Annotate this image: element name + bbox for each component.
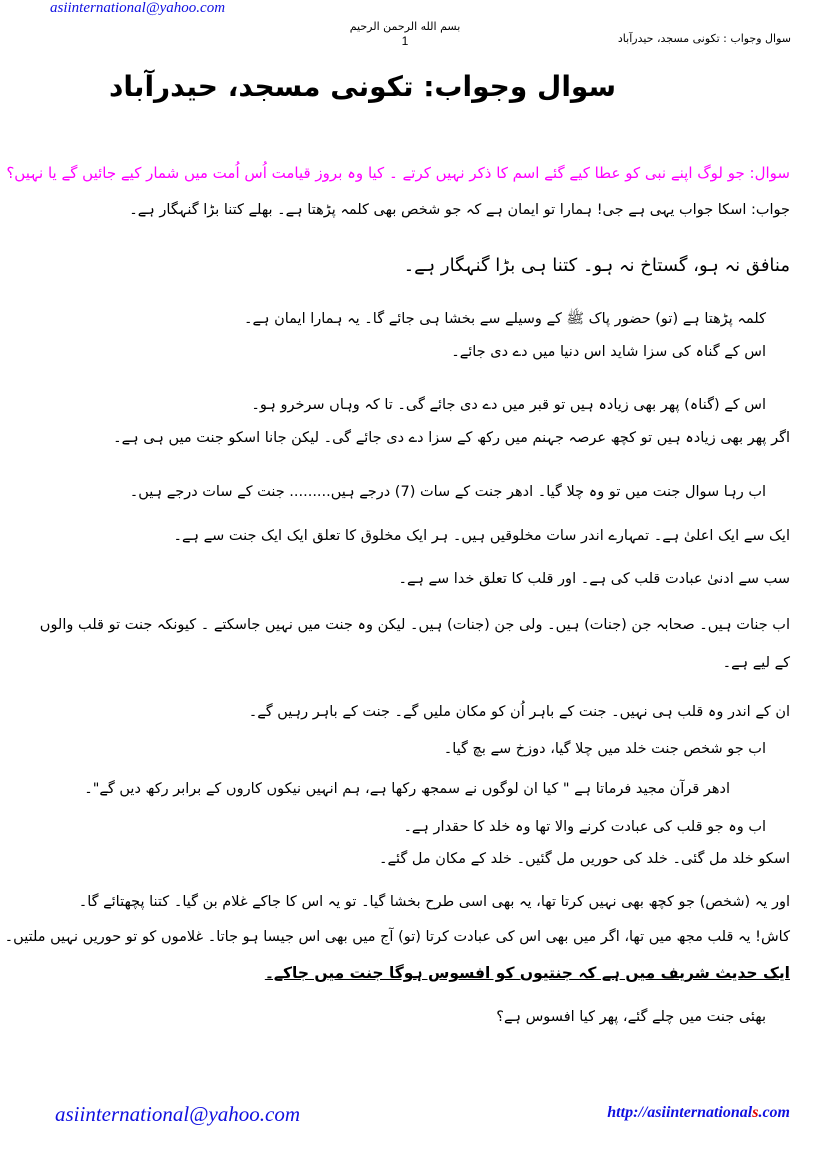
footer-website-link[interactable] — [607, 1104, 790, 1122]
url-prefix: http://asiinternational — [607, 1104, 753, 1121]
paragraph-line: اب رہا سوال جنت میں تو وہ چلا گیا۔ ادھر جنت کے سات (7) درجے ہیں......... جنت کے سات درجے ہیں۔ — [129, 484, 766, 500]
paragraph-line: سب سے ادنیٰ عبادت قلب کی ہے۔ اور قلب کا تعلق خدا سے ہے۔ — [398, 571, 790, 587]
quran-quote-line: ادھر قرآن مجید فرماتا ہے " کیا ان لوگوں نے سمجھ رکھا ہے، ہم انہیں نیکوں کاروں کے برابر رکھ دیں گے"۔ — [84, 781, 730, 797]
paragraph-line: اب جو شخص جنت خلد میں چلا گیا، دوزخ سے بچ گیا۔ — [443, 741, 766, 757]
question-text: سوال: جو لوگ اپنے نبی کو عطا کیے گئے اسم کا ذکر نہیں کرتے ۔ کیا وہ بروز قیامت اُس اُمت میں شمار کیے جائیں گے یا نہیں؟ — [6, 164, 790, 182]
paragraph-line: اب وہ جو قلب کی عبادت کرنے والا تھا وہ خلد کا حقدار ہے۔ — [403, 819, 766, 835]
paragraph-line: کلمہ پڑھتا ہے (تو) حضور پاک ﷺ کے وسیلے سے بخشا ہی جائے گا۔ یہ ہمارا ایمان ہے۔ — [243, 311, 766, 327]
page-number: 1 — [401, 34, 409, 48]
running-header-title: سوال وجواب : تکونی مسجد، حیدرآباد — [617, 32, 791, 45]
url-highlight: s — [752, 1104, 759, 1121]
paragraph-line: اس کے گناہ کی سزا شاید اس دنیا میں دے دی جائے۔ — [451, 344, 766, 360]
paragraph-line: کے لیے ہے۔ — [722, 655, 790, 671]
url-suffix: .com — [758, 1104, 790, 1121]
paragraph-line: اب جنات ہیں۔ صحابہ جن (جنات) ہیں۔ ولی جن (جنات) ہیں۔ لیکن وہ جنت میں نہیں جاسکتے ۔ کیونکہ جنت تو قلب والوں — [39, 617, 790, 633]
paragraph-line: اس کے (گناہ) پھر بھی زیادہ ہیں تو قبر میں دے دی جائے گی۔ تا کہ وہاں سرخرو ہو۔ — [251, 397, 766, 413]
paragraph-line: ان کے اندر وہ قلب ہی نہیں۔ جنت کے باہر اُن کو مکان ملیں گے۔ جنت کے باہر رہیں گے۔ — [248, 704, 790, 720]
paragraph-line: کاش! یہ قلب مجھ میں تھا، اگر میں بھی اس کی عبادت کرتا (تو) آج میں بھی اس جیسا ہو جاتا۔ غلاموں کو تو حوریں نہیں ملتیں۔ — [4, 929, 790, 945]
bismillah: بسم الله الرحمن الرحيم — [349, 20, 461, 33]
paragraph-line: اسکو خلد مل گئی۔ خلد کی حوریں مل گئیں۔ خلد کے مکان مل گئے۔ — [378, 851, 790, 867]
paragraph-line: منافق نہ ہو، گستاخ نہ ہو۔ کتنا ہی بڑا گنہگار ہے۔ — [403, 255, 790, 276]
paragraph-line: جواب: اسکا جواب یہی ہے جی! ہمارا تو ایمان ہے کہ جو شخص بھی کلمہ پڑھتا ہے۔ بھلے کتنا بڑا گنہگار ہے۔ — [129, 202, 790, 218]
paragraph-line: اور یہ (شخص) جو کچھ بھی نہیں کرتا تھا، یہ بھی اسی طرح بخشا گیا۔ تو یہ اس کا جاکے غلام بن گیا۔ کتنا پچھتائے گا۔ — [78, 894, 790, 910]
header-email-link[interactable]: asiinternational@yahoo.com — [50, 0, 226, 16]
hadith-heading: ایک حدیث شریف میں ہے کہ جنتیوں کو افسوس ہوگا جنت میں جاکے۔ — [264, 964, 790, 982]
footer-email-link[interactable]: asiinternational@yahoo.com — [55, 1102, 301, 1126]
paragraph-line: اگر پھر بھی زیادہ ہیں تو کچھ عرصہ جہنم میں رکھ کے سزا دے دی جائے گی۔ لیکن جانا اسکو جنت میں ہی ہے۔ — [113, 430, 790, 446]
page-title: سوال وجواب: تکونی مسجد، حیدرآباد — [109, 70, 616, 103]
paragraph-line: بھئی جنت میں چلے گئے، پھر کیا افسوس ہے؟ — [496, 1009, 766, 1025]
paragraph-line: ایک سے ایک اعلیٰ ہے۔ تمہارے اندر سات مخلوقیں ہیں۔ ہر ایک مخلوق کا تعلق ایک ایک جنت سے ہے۔ — [173, 528, 790, 544]
